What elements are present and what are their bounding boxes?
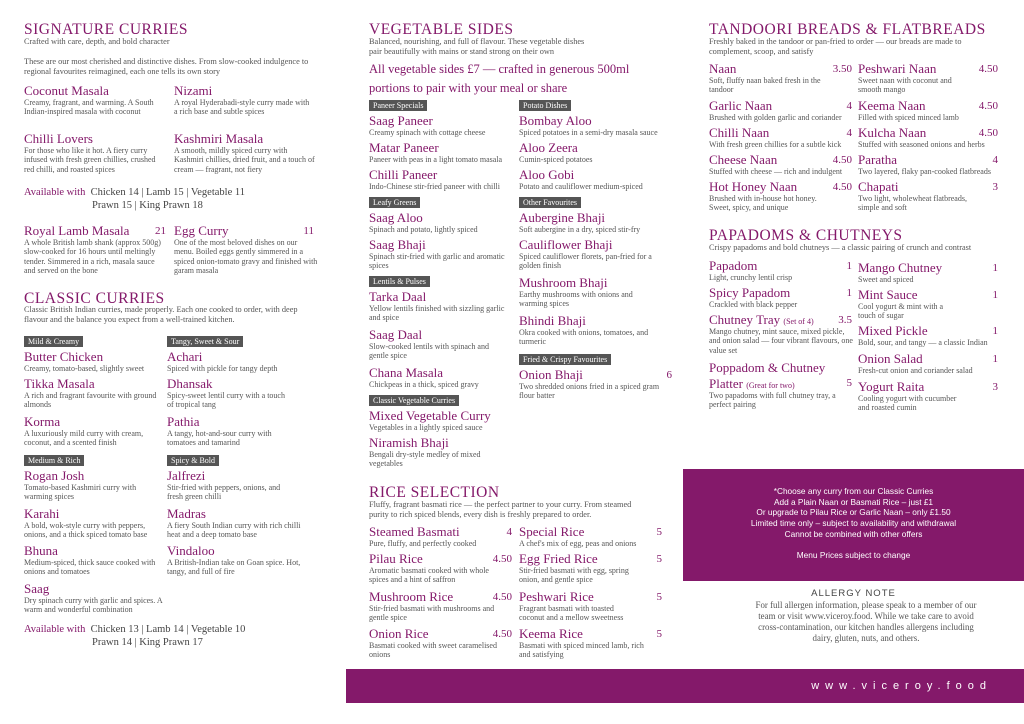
menu-item-price: 3.5 <box>838 314 852 326</box>
menu-item-name: Bhuna <box>24 543 58 558</box>
category-tag: Other Favourites <box>519 197 581 208</box>
menu-item-desc: Sweet naan with coconut and smooth mango <box>858 76 952 95</box>
menu-item-name: Karahi <box>24 506 60 521</box>
menu-item-desc: Bengali dry-style medley of mixed vegetables <box>369 450 481 469</box>
menu-item-desc: Okra cooked with onions, tomatoes, and turmeric <box>519 328 649 347</box>
signature-title: SIGNATURE CURRIES <box>24 21 188 38</box>
availability-line: Prawn 15 | King Prawn 18 <box>92 200 203 211</box>
menu-item-name: Papadom <box>709 258 758 273</box>
menu-item-desc: Soft, fluffy naan baked fresh in the tandoor <box>709 76 821 95</box>
menu-item-price: 5 <box>656 628 662 640</box>
menu-item-name: Garlic Naan <box>709 98 773 113</box>
menu-item-desc: Stuffed with cheese — rich and indulgent <box>709 167 843 176</box>
menu-item-name: Steamed Basmati <box>369 524 460 539</box>
menu-item-desc: A chef's mix of egg, peas and onions <box>519 539 637 548</box>
menu-item-desc: Creamy, tomato-based, slightly sweet <box>24 364 145 373</box>
menu-item-desc: A rich and fragrant favourite with ground almonds <box>24 391 157 410</box>
menu-item-desc: Yellow lentils finished with sizzling garlic and spice <box>369 304 505 323</box>
menu-item-price: 1 <box>992 353 998 365</box>
menu-item-price: 1 <box>992 325 998 337</box>
menu-item-desc: Brushed with in-house hot honey. Sweet, spicy, and unique <box>709 194 817 213</box>
menu-item-name: Chana Masala <box>369 365 444 380</box>
veg-intro: Balanced, nourishing, and full of flavour. These vegetable dishes pair beautifully with mains or stand strong on their own <box>369 37 585 57</box>
menu-item-name: Achari <box>167 349 203 364</box>
menu-item-desc: Cool yogurt & mint with a touch of sugar <box>858 302 944 321</box>
menu-item-name: Mango Chutney <box>858 260 943 275</box>
promo-line: Cannot be combined with other offers <box>784 528 923 539</box>
veg-headline: All vegetable sides £7 — crafted in generous 500ml portions to pair with your meal or share <box>369 62 630 95</box>
menu-item-price: 4.50 <box>978 63 998 75</box>
menu-item-desc: Vegetables in a lightly spiced sauce <box>369 423 483 432</box>
category-tag: Paneer Specials <box>369 100 427 111</box>
menu-item-desc: Stir-fried basmati with egg, spring onion, and gentle spice <box>519 566 629 585</box>
menu-item-name: Dhansak <box>167 376 213 391</box>
availability-line: Available with Chicken 13 | Lamb 14 | Vegetable 10 <box>24 624 246 635</box>
menu-item-price: 5 <box>656 553 662 565</box>
menu-item-desc: Cooling yogurt with cucumber and roasted cumin <box>858 394 957 413</box>
menu-item-desc: Creamy, fragrant, and warming. A South Indian-inspired masala with coconut <box>24 98 154 117</box>
breads-title: TANDOORI BREADS & FLATBREADS <box>709 21 986 38</box>
menu-item-desc: Earthy mushrooms with onions and warming spices <box>519 290 633 309</box>
menu-item-name: Egg Curry <box>174 223 229 238</box>
menu-item-desc: Basmati with spiced minced lamb, rich and satisfying <box>519 641 644 660</box>
menu-item-desc: Tomato-based Kashmiri curry with warming spices <box>24 483 137 502</box>
menu-item-desc: A smooth, mildly spiced curry with Kashmiri chillies, dried fruit, and a touch of cream — fragrant, not fiery <box>174 146 315 174</box>
menu-item-price: 21 <box>155 225 166 237</box>
menu-item-name: Mint Sauce <box>858 287 918 302</box>
menu-item-name: Special Rice <box>519 524 585 539</box>
category-tag: Lentils & Pulses <box>369 276 430 287</box>
promo-box <box>683 469 1024 581</box>
classic-title: CLASSIC CURRIES <box>24 290 165 307</box>
menu-item-name: Chapati <box>858 179 899 194</box>
papadoms-intro: Crispy papadoms and bold chutneys — a classic pairing of crunch and contrast <box>709 243 972 252</box>
menu-item-name: Royal Lamb Masala <box>24 223 130 238</box>
menu-item-name: Saag <box>24 581 50 596</box>
menu-item-desc: Spiced potatoes in a semi-dry masala sauce <box>519 128 658 137</box>
menu-item-name: Mushroom Rice <box>369 589 454 604</box>
availability-line: Available with Chicken 14 | Lamb 15 | Vegetable 11 <box>24 187 245 198</box>
menu-item-desc: Chickpeas in a thick, spiced gravy <box>369 380 479 389</box>
menu-item-desc: Fragrant basmati with toasted coconut and a mellow sweetness <box>519 604 624 623</box>
menu-item-name: Mixed Pickle <box>858 323 928 338</box>
menu-item-name: Cheese Naan <box>709 152 778 167</box>
menu-item-desc: Fresh-cut onion and coriander salad <box>858 366 973 375</box>
papadoms-title: PAPADOMS & CHUTNEYS <box>709 227 903 244</box>
menu-item-price: 4 <box>846 127 852 139</box>
menu-item-price: 5 <box>656 591 662 603</box>
menu-item-desc: A bold, wok-style curry with peppers, onions, and a thick spiced tomato base <box>24 521 148 540</box>
category-tag: Potato Dishes <box>519 100 571 111</box>
menu-item-desc: Potato and cauliflower medium-spiced <box>519 182 643 191</box>
menu-item-desc: Mango chutney, mint sauce, mixed pickle, and onion salad — four vibrant flavours, one value set <box>709 327 853 355</box>
menu-item-price: 4.50 <box>492 628 512 640</box>
menu-item-desc: Crackled with black pepper <box>709 300 798 309</box>
menu-item-name: Onion Bhaji <box>519 367 583 382</box>
menu-item-name: Rogan Josh <box>24 468 85 483</box>
menu-item-name: Peshwari Rice <box>519 589 594 604</box>
menu-item-price: 3 <box>992 381 998 393</box>
menu-item-desc: A luxuriously mild curry with cream, coconut, and a scented finish <box>24 429 144 448</box>
menu-item-desc: A British-Indian take on Goan spice. Hot, tangy, and full of fire <box>167 558 301 577</box>
menu-item-desc: Sweet and spiced <box>858 275 914 284</box>
menu-item-name: Onion Rice <box>369 626 429 641</box>
menu-item-price: 1 <box>992 289 998 301</box>
menu-item-desc: With fresh green chillies for a subtle kick <box>709 140 842 149</box>
menu-item-name: Bombay Aloo <box>519 113 592 128</box>
menu-item-desc: Spinach and potato, lightly spiced <box>369 225 478 234</box>
menu-item-name: Tarka Daal <box>369 289 427 304</box>
menu-item-desc: One of the most beloved dishes on our menu. Boiled eggs gently simmered in a spiced onion-tomato gravy and finished with garam masala <box>174 238 318 276</box>
menu-item-name: Paratha <box>858 152 897 167</box>
classic-intro: Classic British Indian curries, made properly. Each one cooked to order, with deep flavour and the balance you expect from a well-trained kitchen. <box>24 305 298 325</box>
rice-intro: Fluffy, fragrant basmati rice — the perfect partner to your curry. From steamed purity to rich spiced blends, every dish is freshly prepared to order. <box>369 500 632 520</box>
menu-item-desc: A whole British lamb shank (approx 500g) slow-cooked for 16 hours until meltingly tender. Simmered in a rich, masala sauce and served on the bone <box>24 238 161 276</box>
promo-line: Menu Prices subject to change <box>796 549 911 560</box>
menu-item-desc: Stir-fried basmati with mushrooms and gentle spice <box>369 604 495 623</box>
menu-item-desc: Basmati cooked with sweet caramelised onions <box>369 641 497 660</box>
menu-item-desc: Two layered, flaky pan-cooked flatbreads <box>858 167 991 176</box>
menu-item-name: Coconut Masala <box>24 83 109 98</box>
menu-item-name: Niramish Bhaji <box>369 435 449 450</box>
menu-item-name: Saag Bhaji <box>369 237 426 252</box>
menu-item-price: 1 <box>846 287 852 299</box>
menu-item-desc: Spiced with pickle for tangy depth <box>167 364 278 373</box>
menu-item-name: Chilli Lovers <box>24 131 93 146</box>
category-tag: Tangy, Sweet & Sour <box>167 336 243 347</box>
menu-item-price: 4.50 <box>492 591 512 603</box>
menu-item-desc: Spiced cauliflower florets, pan-fried for a golden finish <box>519 252 652 271</box>
menu-item-price: 3.50 <box>832 63 852 75</box>
menu-item-price: 4.50 <box>832 181 852 193</box>
menu-item-price: 11 <box>303 225 314 237</box>
promo-line: Add a Plain Naan or Basmati Rice – just £1 <box>773 496 934 507</box>
menu-item-name: Kashmiri Masala <box>174 131 264 146</box>
menu-item-name: Spicy Papadom <box>709 285 791 300</box>
menu-item-price: 5 <box>656 526 662 538</box>
menu-item-name: Hot Honey Naan <box>709 179 798 194</box>
menu-item-price: 1 <box>846 260 852 272</box>
menu-item-desc: Dry spinach curry with garlic and spices. A warm and wonderful combination <box>24 596 163 615</box>
menu-item-price: 4.50 <box>492 553 512 565</box>
menu-item-name: Mushroom Bhaji <box>519 275 608 290</box>
menu-item-name: Matar Paneer <box>369 140 439 155</box>
menu-item-desc: Brushed with golden garlic and coriander <box>709 113 842 122</box>
menu-item-price: 4.50 <box>978 100 998 112</box>
menu-item-name: Egg Fried Rice <box>519 551 598 566</box>
menu-item-name: Pilau Rice <box>369 551 423 566</box>
menu-item-name: Kulcha Naan <box>858 125 927 140</box>
menu-item-desc: Filled with spiced minced lamb <box>858 113 959 122</box>
menu-item-name: Naan <box>709 61 737 76</box>
rice-title: RICE SELECTION <box>369 484 500 501</box>
menu-item-desc: Pure, fluffy, and perfectly cooked <box>369 539 477 548</box>
menu-item-price: 4.50 <box>832 154 852 166</box>
menu-item-desc: Spicy-sweet lentil curry with a touch of tropical tang <box>167 391 285 410</box>
menu-item-name: Aloo Gobi <box>519 167 575 182</box>
menu-item-desc: Creamy spinach with cottage cheese <box>369 128 486 137</box>
allergy-body: For full allergen information, please speak to a member of our team or visit www.viceroy.food. While we take care to avoid cross-contamination, our kitchen handles allergens including dairy, gluten, nuts, and others. <box>755 600 977 643</box>
menu-item-desc: Paneer with peas in a light tomato masala <box>369 155 503 164</box>
menu-item-name: Keema Rice <box>519 626 583 641</box>
menu-item-name: Cauliflower Bhaji <box>519 237 613 252</box>
promo-line: Or upgrade to Pilau Rice or Garlic Naan – only £1.50 <box>756 507 951 518</box>
menu-item-name: Tikka Masala <box>24 376 95 391</box>
menu-item-desc: A royal Hyderabadi-style curry made with a rich base and subtle spices <box>174 98 310 117</box>
menu-item-name: Butter Chicken <box>24 349 104 364</box>
category-tag: Fried & Crispy Favourites <box>519 354 611 365</box>
menu-item-desc: For those who like it hot. A fiery curry infused with fresh green chillies, crushed red chilli, and roasted spices <box>24 146 156 174</box>
signature-subtitle: Crafted with care, depth, and bold character <box>24 37 170 46</box>
menu-item-name: Yogurt Raita <box>858 379 925 394</box>
menu-item-desc: Light, crunchy lentil crisp <box>709 273 793 282</box>
menu-item-name: Aubergine Bhaji <box>519 210 606 225</box>
menu-item-desc: Bold, sour, and tangy — a classic Indian <box>858 338 988 347</box>
menu-item-name: Chilli Naan <box>709 125 770 140</box>
menu-item-price: 1 <box>992 262 998 274</box>
menu-item-desc: Soft aubergine in a dry, spiced stir-fry <box>519 225 641 234</box>
menu-item-desc: Stir-fried with peppers, onions, and fresh green chilli <box>167 483 281 502</box>
menu-item-desc: Indo-Chinese stir-fried paneer with chilli <box>369 182 500 191</box>
menu-item-name: Chilli Paneer <box>369 167 438 182</box>
menu-item-price: 4.50 <box>978 127 998 139</box>
menu-item-price: 6 <box>666 369 672 381</box>
menu-item-desc: Two shredded onions fried in a spiced gram flour batter <box>519 382 660 401</box>
veg-title: VEGETABLE SIDES <box>369 21 514 38</box>
category-tag: Leafy Greens <box>369 197 420 208</box>
footer-url-bar[interactable]: www.viceroy.food <box>346 669 1024 703</box>
menu-item-desc: A fiery South Indian curry with rich chilli heat and a deep tomato base <box>167 521 301 540</box>
category-tag: Medium & Rich <box>24 455 84 466</box>
menu-item-desc: Two light, wholewheat flatbreads, simple and soft <box>858 194 967 213</box>
menu-item-name: Bhindi Bhaji <box>519 313 586 328</box>
menu-item-name: Nizami <box>174 83 213 98</box>
category-tag: Mild & Creamy <box>24 336 83 347</box>
menu-item-name: Aloo Zeera <box>519 140 578 155</box>
menu-item-desc: Two papadoms with full chutney tray, a perfect pairing <box>709 391 836 410</box>
menu-item-name: Saag Paneer <box>369 113 433 128</box>
menu-item-price: 4 <box>992 154 998 166</box>
menu-item-desc: Slow-cooked lentils with spinach and gentle spice <box>369 342 489 361</box>
menu-item-price: 4 <box>846 100 852 112</box>
menu-item-desc: A tangy, hot-and-sour curry with tomatoes and tamarind <box>167 429 272 448</box>
menu-item-name: Saag Daal <box>369 327 423 342</box>
promo-line: Limited time only – subject to availability and withdrawal <box>750 518 957 529</box>
menu-item-name: Jalfrezi <box>167 468 206 483</box>
menu-item-desc: Aromatic basmati cooked with whole spices and a hint of saffron <box>369 566 489 585</box>
menu-item-desc: Medium-spiced, thick sauce cooked with onions and tomatoes <box>24 558 156 577</box>
allergy-title: ALLERGY NOTE <box>811 588 896 599</box>
menu-item-price: 4 <box>506 526 512 538</box>
menu-item-name: Korma <box>24 414 61 429</box>
menu-item-name: Poppadom & Chutney Platter (Great for two) <box>709 360 826 391</box>
menu-item-name: Peshwari Naan <box>858 61 937 76</box>
menu-item-price: 5 <box>846 377 852 389</box>
menu-item-desc: Spinach stir-fried with garlic and aromatic spices <box>369 252 505 271</box>
breads-intro: Freshly baked in the tandoor or pan-fried to order — our breads are made to complement, scoop, and satisfy <box>709 37 962 57</box>
menu-item-name: Chutney Tray (Set of 4) <box>709 312 814 327</box>
menu-item-name: Onion Salad <box>858 351 923 366</box>
menu-item-name: Pathia <box>167 414 200 429</box>
menu-item-name: Vindaloo <box>167 543 215 558</box>
promo-line: *Choose any curry from our Classic Curries <box>773 486 934 496</box>
category-tag: Classic Vegetable Curries <box>369 395 459 406</box>
menu-item-desc: Cumin-spiced potatoes <box>519 155 593 164</box>
menu-item-name: Keema Naan <box>858 98 926 113</box>
menu-item-name: Madras <box>167 506 206 521</box>
menu-item-name: Mixed Vegetable Curry <box>369 408 491 423</box>
availability-line: Prawn 14 | King Prawn 17 <box>92 637 203 648</box>
menu-item-desc: Stuffed with seasoned onions and herbs <box>858 140 985 149</box>
signature-intro: These are our most cherished and distinctive dishes. From slow-cooked indulgence to regional favourites reimagined, each one tells its own story <box>24 57 309 77</box>
menu-item-price: 3 <box>992 181 998 193</box>
category-tag: Spicy & Bold <box>167 455 219 466</box>
menu-item-name: Saag Aloo <box>369 210 423 225</box>
